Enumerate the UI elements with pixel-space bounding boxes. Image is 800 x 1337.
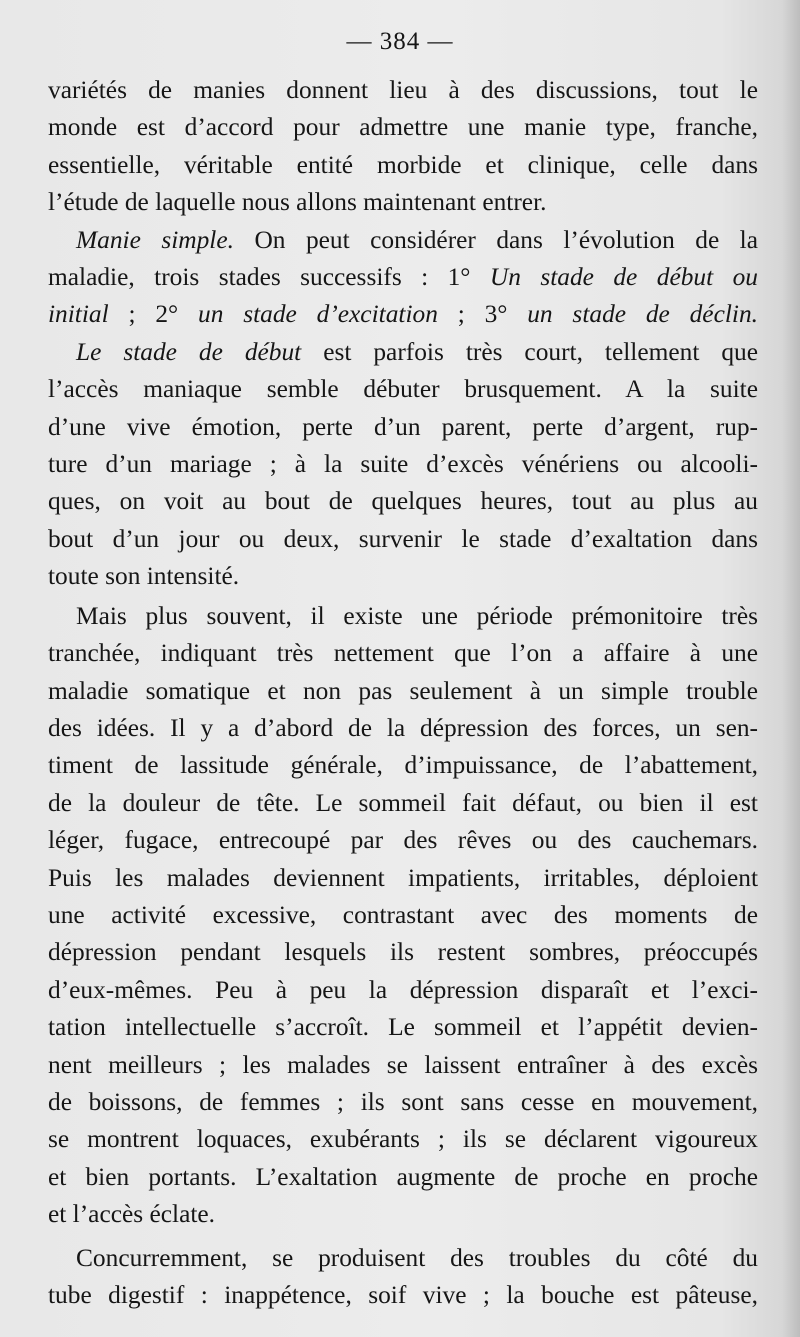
section-heading-manie-simple: Manie simple.: [76, 225, 234, 254]
text-span: On peut considérer dans l’évolution de la: [233, 225, 759, 254]
text-line: ques, on voit au bout de quelques heures, tout au plus au: [48, 487, 758, 516]
text-line: d’une vive émotion, perte d’un parent, perte d’argent, rup-: [48, 412, 758, 441]
text-line: ture d’un mariage ; à la suite d’excès vénériens ou alcooli-: [48, 450, 758, 479]
italic-span: initial: [48, 300, 109, 329]
text-line: monde est d’accord pour admettre une manie type, franche,: [48, 113, 758, 142]
text-line: [48, 296, 758, 333]
text-line: de la douleur de tête. Le sommeil fait défaut, ou bien il est: [48, 788, 758, 817]
text-line: et l’accès éclate.: [48, 1200, 216, 1229]
text-span: maladie, trois stades successifs : 1°: [48, 263, 490, 292]
italic-span: Un stade de début ou: [489, 263, 758, 292]
text-line: Concurremment, se produisent des troubles du côté du: [76, 1243, 758, 1272]
text-span: ; 3°: [437, 300, 528, 329]
text-line: tation intellectuelle s’accroît. Le sommeil et l’appétit devien-: [48, 1013, 758, 1042]
text-line: maladie somatique et non pas seulement à un simple trouble: [48, 676, 758, 705]
text-line: des idées. Il y a d’abord de la dépression des forces, un sen-: [48, 713, 758, 742]
text-line: essentielle, véritable entité morbide et clinique, celle dans: [48, 150, 758, 179]
text-line: bout d’un jour ou deux, survenir le stade d’exaltation dans: [48, 524, 758, 553]
text-line: Mais plus souvent, il existe une période prémonitoire très: [76, 601, 758, 630]
text-line: [48, 259, 758, 296]
text-span: est parfois très court, tellement que: [301, 337, 758, 366]
page-edge-shadow: [782, 0, 800, 1337]
text-line: l’étude de laquelle nous allons maintenant entrer.: [48, 188, 547, 217]
text-line: l’accès maniaque semble débuter brusquement. A la suite: [48, 375, 758, 404]
text-line: une activité excessive, contrastant avec des moments de: [48, 900, 758, 929]
body-text: [48, 72, 758, 1314]
text-span: ; 2°: [108, 300, 199, 329]
text-line: toute son intensité.: [48, 562, 240, 591]
text-line: se montrent loquaces, exubérants ; ils se déclarent vigoureux: [48, 1125, 758, 1154]
italic-span: Le stade de début: [76, 337, 302, 366]
text-line: de boissons, de femmes ; ils sont sans cesse en mouvement,: [48, 1087, 758, 1116]
text-line: tube digestif : inappétence, soif vive ; la bouche est pâteuse,: [48, 1281, 758, 1309]
text-line: d’eux-mêmes. Peu à peu la dépression disparaît et l’exci-: [48, 975, 758, 1004]
text-line: dépression pendant lesquels ils restent sombres, préoccupés: [48, 938, 758, 967]
italic-span: un stade de déclin.: [527, 300, 758, 329]
text-line: [48, 222, 758, 259]
text-line: variétés de manies donnent lieu à des discussions, tout le: [48, 76, 758, 104]
page-number: — 384 —: [346, 28, 454, 55]
italic-span: un stade d’excitation: [198, 300, 438, 329]
text-line: timent de lassitude générale, d’impuissance, de l’abattement,: [48, 751, 758, 780]
text-line: nent meilleurs ; les malades se laissent entraîner à des excès: [48, 1050, 758, 1079]
text-line: Puis les malades deviennent impatients, irritables, déploient: [48, 863, 758, 892]
text-line: [48, 334, 758, 371]
text-line: et bien portants. L’exaltation augmente de proche en proche: [48, 1162, 758, 1191]
text-line: léger, fugace, entrecoupé par des rêves ou des cauchemars.: [48, 826, 758, 855]
text-line: tranchée, indiquant très nettement que l’on a affaire à une: [48, 639, 758, 668]
